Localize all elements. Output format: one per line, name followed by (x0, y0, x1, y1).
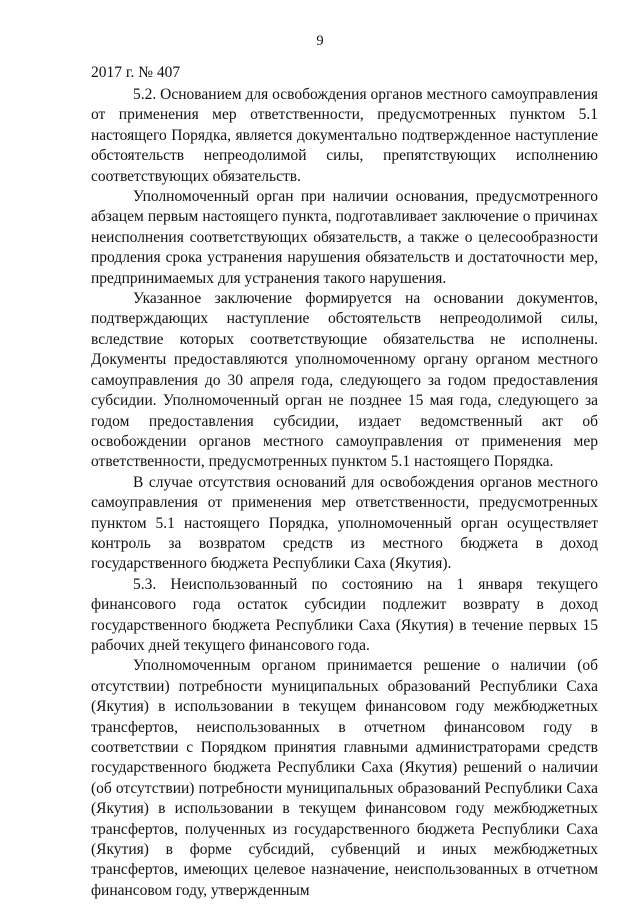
document-body (91, 85, 598, 901)
paragraph-decision: Уполномоченным органом принимается решение о наличии (об отсутствии) потребности муниципальных образований Республики Саха (Якутия) в использовании в текущем финансовом году межбюджетных трансфертов, неиспользованных в отчетном финансовом году в соответствии с Порядком принятия главными администраторами средств государственного бюджета Республики Саха (Якутия) решений о наличии (об отсутствии) потребности муниципальных образований Республики Саха (Якутия) в использовании в текущем финансовом году межбюджетных трансфертов, полученных из государственного бюджета Республики Саха (Якутия) в форме субсидий, субвенций и иных межбюджетных трансфертов, имеющих целевое назначение, неиспользованных в отчетном финансовом году, утвержденным (91, 657, 598, 899)
page-number: 9 (316, 33, 324, 49)
paragraph-no-grounds: В случае отсутствия оснований для освобождения органов местного самоуправления от применения мер ответственности, предусмотренных пунктом 5.1 настоящего Порядка, уполномоченный орган осуществляет контроль за возвратом средств из местного бюджета в доход государственного бюджета Республики Саха (Якутия). (91, 473, 598, 573)
paragraph-5-2: 5.2. Основанием для освобождения органов местного самоуправления от применения мер ответственности, предусмотренных пунктом 5.1 настоящего Порядка, является документально подтвержденное наступление обстоятельств непреодолимой силы, препятствующих исполнению соответствующих обязательств. (91, 86, 598, 185)
paragraph-authorized-body-conclusion: Уполномоченный орган при наличии основания, предусмотренного абзацем первым настоящего пункта, подготавливает заключение о причинах неисполнения соответствующих обязательств, а также о целесообразности продления срока устранения нарушения обязательств и достаточности мер, предпринимаемых для устранения такого нарушения. (91, 188, 598, 287)
paragraph-conclusion-basis: Указанное заключение формируется на основании документов, подтверждающих наступление обстоятельств непреодолимой силы, вследствие которых соответствующие обязательства не исполнены. Документы предоставляются уполномоченному органу органом местного самоуправления до 30 апреля года, следующего за годом предоставления субсидии. Уполномоченный орган не позднее 15 мая года, следующего за годом предоставления субсидии, издает ведомственный акт об освобождении органов местного самоуправления от применения мер ответственности, предусмотренных пунктом 5.1 настоящего Порядка. (91, 290, 598, 471)
paragraph-5-3: 5.3. Неиспользованный по состоянию на 1 января текущего финансового года остаток субсидии подлежит возврату в доход государственного бюджета Республики Саха (Якутия) в течение первых 15 рабочих дней текущего финансового года. (91, 575, 598, 654)
document-reference: 2017 г. № 407 (91, 64, 181, 81)
